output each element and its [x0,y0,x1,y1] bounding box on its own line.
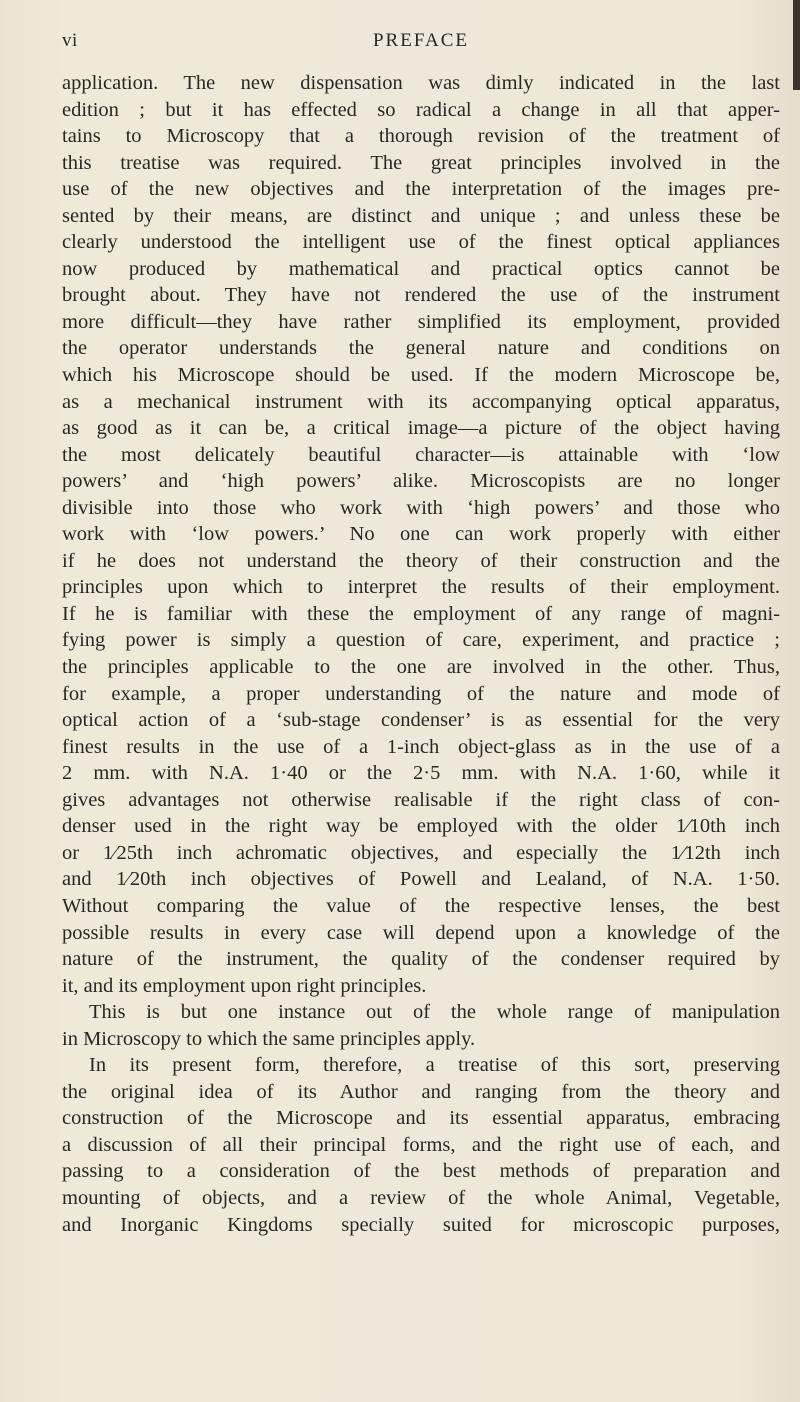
text-line: the original idea of its Author and ranging from the theory and [62,1080,780,1103]
text-line: it, and its employment upon right principles. [62,974,427,997]
running-head: PREFACE [372,30,469,51]
text-line: as good as it can be, a critical image—a picture of the object having [62,417,780,440]
page-number: vi [62,30,78,51]
text-line: mounting of objects, and a review of the whole Animal, Vegetable, [62,1186,780,1209]
text-line: for example, a proper understanding of the nature and mode of [62,682,780,705]
text-line: This is but one instance out of the whole range of manipulation [89,1001,780,1024]
text-line: more difficult—they have rather simplified its employment, provided [62,310,780,333]
text-line: as a mechanical instrument with its accompanying optical apparatus, [62,390,780,413]
preface-body-text [62,70,780,1238]
text-line: a discussion of all their principal forms, and the right use of each, and [62,1133,780,1156]
text-line: tains to Microscopy that a thorough revision of the treatment of [62,125,780,148]
text-line: in Microscopy to which the same principles apply. [62,1027,476,1050]
text-line: if he does not understand the theory of their construction and the [62,549,780,572]
text-line: fying power is simply a question of care, experiment, and practice ; [62,629,780,652]
text-line: possible results in every case will depend upon a knowledge of the [62,921,780,944]
text-line: the most delicately beautiful character—is attainable with ‘low [62,443,780,466]
text-line: In its present form, therefore, a treatise of this sort, preserving [89,1054,780,1077]
text-line: nature of the instrument, the quality of the condenser required by [62,948,780,971]
text-line: edition ; but it has effected so radical a change in all that apper- [62,98,780,121]
text-line: this treatise was required. The great principles involved in the [62,151,780,174]
text-line: sented by their means, are distinct and unique ; and unless these be [62,204,780,227]
text-line: and Inorganic Kingdoms specially suited for microscopic purposes, [62,1213,780,1236]
text-line: clearly understood the intelligent use of the finest optical appliances [62,231,780,254]
text-line: Without comparing the value of the respective lenses, the best [62,894,780,917]
text-line: optical action of a ‘sub-stage condenser’ is as essential for the very [62,709,780,732]
text-line: finest results in the use of a 1-inch object-glass as in the use of a [62,735,780,758]
text-line: principles upon which to interpret the results of their employment. [62,576,780,599]
text-line: gives advantages not otherwise realisable if the right class of con- [62,788,780,811]
text-line: If he is familiar with these the employment of any range of magni- [62,602,780,625]
text-line: work with ‘low powers.’ No one can work properly with either [62,523,780,546]
text-line: which his Microscope should be used. If the modern Microscope be, [62,364,780,387]
page-header [62,30,780,58]
text-line: the operator understands the general nature and conditions on [62,337,780,360]
text-line: brought about. They have not rendered the use of the instrument [62,284,780,307]
text-line: divisible into those who work with ‘high powers’ and those who [62,496,780,519]
page-edge-shadow [793,0,800,90]
text-line: denser used in the right way be employed with the older 1⁄10th inch [62,815,780,838]
text-line: or 1⁄25th inch achromatic objectives, and especially the 1⁄12th inch [62,841,780,864]
text-line: construction of the Microscope and its essential apparatus, embracing [62,1107,780,1130]
text-line: powers’ and ‘high powers’ alike. Microscopists are no longer [62,470,780,493]
text-line: application. The new dispensation was dimly indicated in the last [62,72,780,94]
text-line: 2 mm. with N.A. 1·40 or the 2·5 mm. with N.A. 1·60, while it [62,762,780,785]
text-line: passing to a consideration of the best methods of preparation and [62,1160,780,1183]
text-line: the principles applicable to the one are involved in the other. Thus, [62,656,780,679]
text-line: and 1⁄20th inch objectives of Powell and Lealand, of N.A. 1·50. [62,868,780,891]
text-line: now produced by mathematical and practical optics cannot be [62,257,780,280]
text-line: use of the new objectives and the interpretation of the images pre- [62,178,780,201]
